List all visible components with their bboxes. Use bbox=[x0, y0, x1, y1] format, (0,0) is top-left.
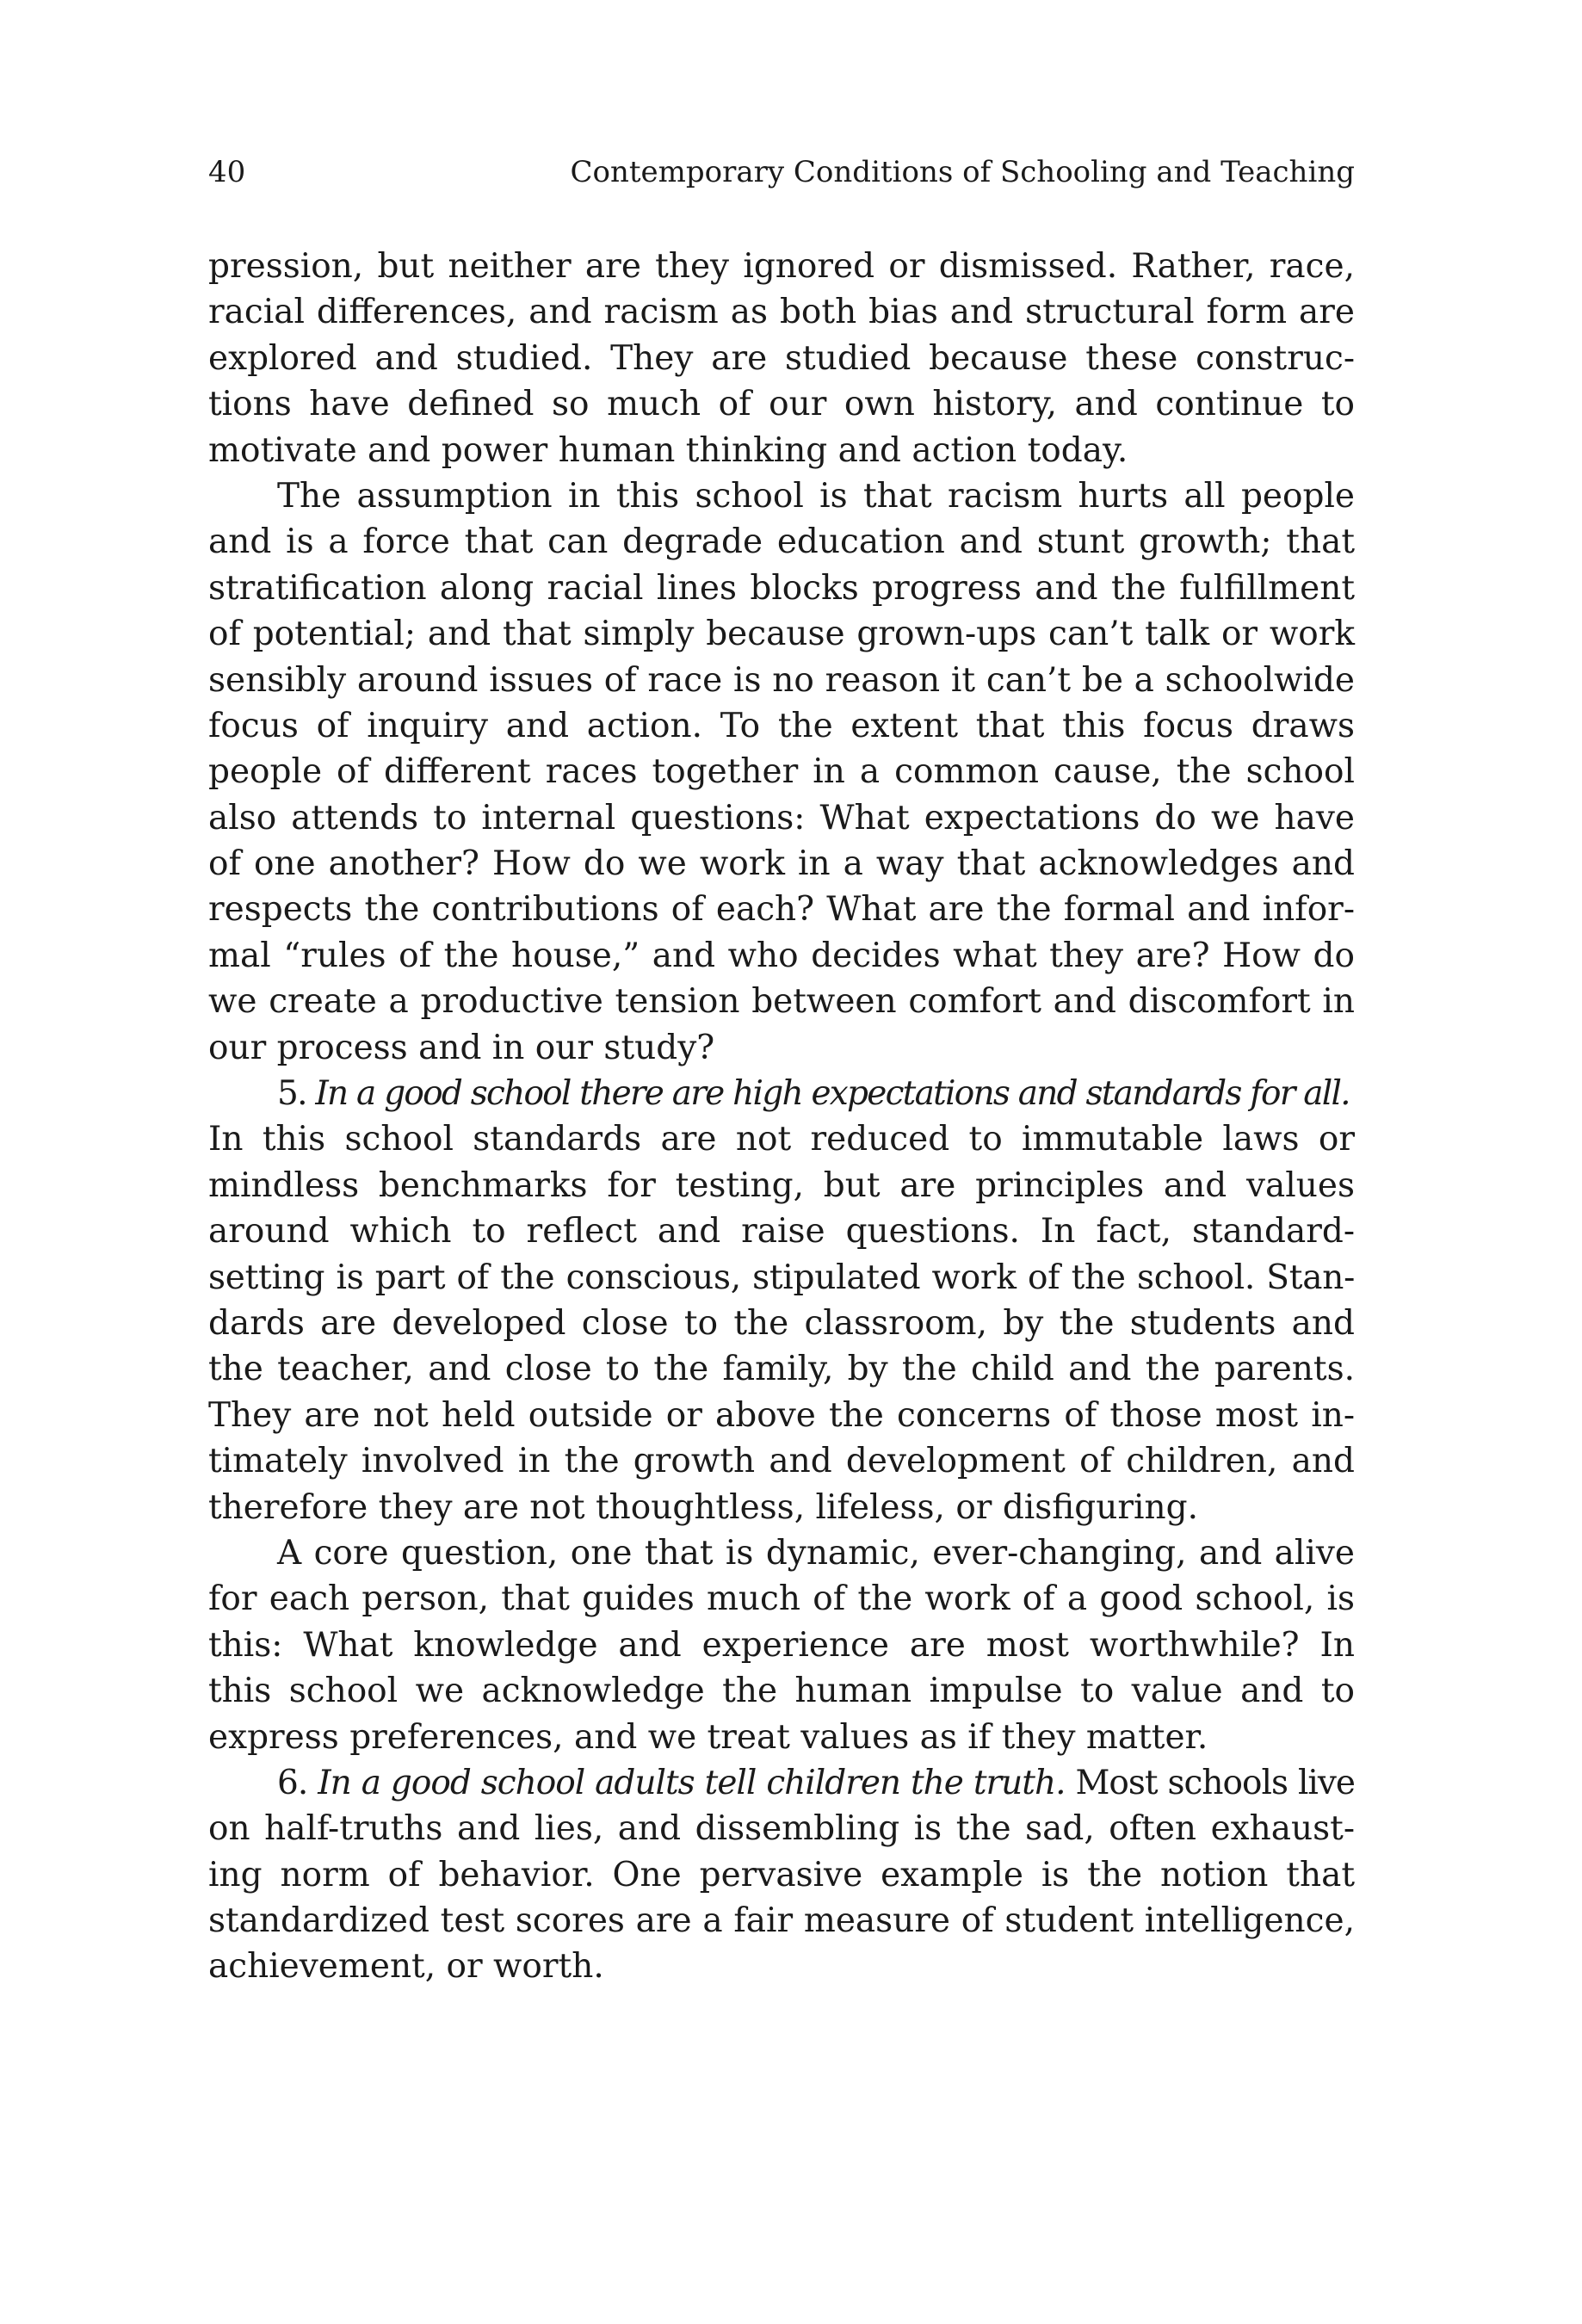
item-heading: In a good school adults tell children the truth. bbox=[318, 1763, 1066, 1802]
text-line: The assumption in this school is that racism hurts all people bbox=[277, 476, 1355, 516]
item-heading-line bbox=[208, 1760, 1355, 1806]
paragraph bbox=[208, 1760, 1355, 1990]
item-heading: In a good school there are high expectations and standards for all. bbox=[315, 1074, 1350, 1114]
running-head bbox=[208, 151, 1355, 194]
text-line: respects the contributions of each? What are the formal and infor- bbox=[208, 890, 1355, 930]
text-line: dards are developed close to the classroom, by the students and bbox=[208, 1303, 1355, 1343]
paragraph bbox=[208, 473, 1355, 1071]
text-line: the teacher, and close to the family, by the child and the parents. bbox=[208, 1350, 1355, 1389]
page-number: 40 bbox=[208, 155, 246, 189]
item-number: 6. bbox=[277, 1763, 308, 1802]
text-line: and is a force that can degrade education and stunt growth; that bbox=[208, 522, 1355, 562]
text-line: this school we acknowledge the human impulse to value and to bbox=[208, 1672, 1355, 1711]
text-line: our process and in our study? bbox=[208, 1028, 715, 1067]
text-line: stratification along racial lines blocks progress and the fulfillment bbox=[208, 568, 1355, 608]
text-line: standardized test scores are a fair measure of student intelligence, bbox=[208, 1901, 1355, 1941]
text-line: explored and studied. They are studied because these construc- bbox=[208, 338, 1355, 378]
text-line: people of different races together in a common cause, the school bbox=[208, 752, 1355, 792]
text-line: mal “rules of the house,” and who decides what they are? How do bbox=[208, 936, 1355, 975]
text-line: we create a productive tension between comfort and discomfort in bbox=[208, 982, 1355, 1022]
text-line: In this school standards are not reduced to immutable laws or bbox=[208, 1120, 1355, 1159]
text-line: setting is part of the conscious, stipulated work of the school. Stan- bbox=[208, 1258, 1355, 1297]
text-line: express preferences, and we treat values as if they matter. bbox=[208, 1717, 1208, 1757]
text-line: A core question, one that is dynamic, ever-changing, and alive bbox=[277, 1533, 1355, 1573]
text-line: pression, but neither are they ignored or dismissed. Rather, race, bbox=[208, 247, 1355, 286]
text-line: of one another? How do we work in a way that acknowledges and bbox=[208, 844, 1355, 884]
text-line: of potential; and that simply because grown-ups can’t talk or work bbox=[208, 615, 1355, 654]
text-line: tions have defined so much of our own history, and continue to bbox=[208, 385, 1355, 424]
paragraph bbox=[208, 1530, 1355, 1760]
paragraph bbox=[208, 1071, 1355, 1530]
text-line: focus of inquiry and action. To the extent that this focus draws bbox=[208, 706, 1355, 745]
text-line: achievement, or worth. bbox=[208, 1947, 604, 1987]
text-line: therefore they are not thoughtless, lifeless, or disfiguring. bbox=[208, 1487, 1198, 1527]
text-line: on half-truths and lies, and dissembling is the sad, often exhaust- bbox=[208, 1809, 1355, 1849]
text-line: mindless benchmarks for testing, but are principles and values bbox=[208, 1165, 1355, 1205]
text-line: timately involved in the growth and development of children, and bbox=[208, 1442, 1355, 1481]
body-text bbox=[208, 244, 1355, 1990]
paragraph bbox=[208, 244, 1355, 473]
text-line: sensibly around issues of race is no reason it can’t be a schoolwide bbox=[208, 660, 1355, 700]
running-title: Contemporary Conditions of Schooling and Teaching bbox=[570, 155, 1355, 189]
item-text: Most schools live bbox=[1075, 1763, 1355, 1802]
text-line: around which to reflect and raise questions. In fact, standard- bbox=[208, 1212, 1355, 1252]
text-line: ing norm of behavior. One pervasive example is the notion that bbox=[208, 1855, 1355, 1894]
text-line: for each person, that guides much of the work of a good school, is bbox=[208, 1579, 1355, 1619]
text-line: They are not held outside or above the concerns of those most in- bbox=[208, 1395, 1355, 1435]
item-number: 5. bbox=[277, 1074, 306, 1114]
item-heading-line bbox=[208, 1071, 1355, 1116]
text-line: motivate and power human thinking and action today. bbox=[208, 430, 1128, 470]
text-line: also attends to internal questions: What expectations do we have bbox=[208, 798, 1355, 838]
text-line: racial differences, and racism as both bias and structural form are bbox=[208, 293, 1355, 332]
text-line: this: What knowledge and experience are most worthwhile? In bbox=[208, 1625, 1355, 1665]
